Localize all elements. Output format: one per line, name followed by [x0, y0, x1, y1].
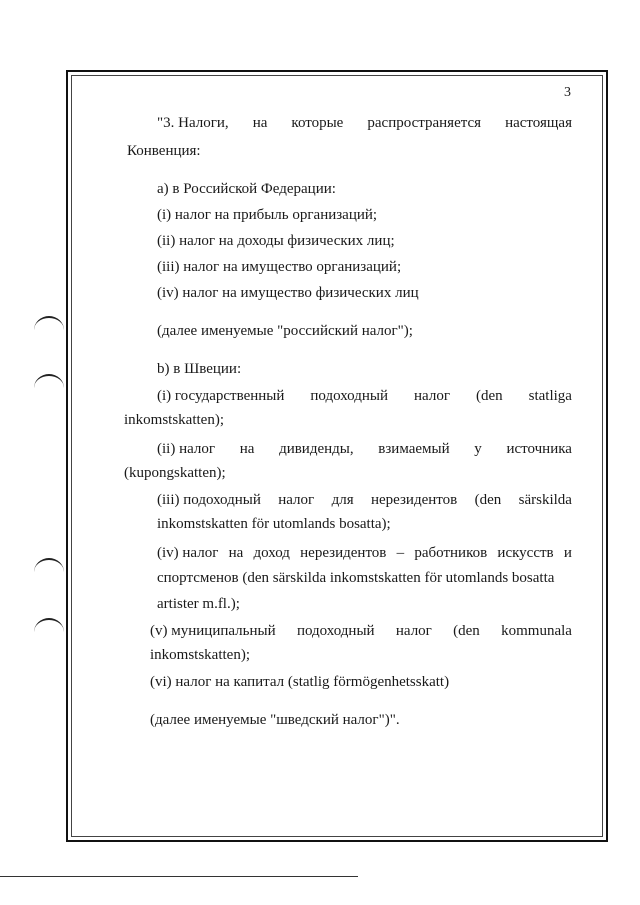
sweden-item-2-word: источника	[506, 441, 572, 457]
sweden-item-1-word: (den	[475, 388, 503, 404]
sweden-item-4-line-2: спортсменов (den särskilda inkomstskatten för utomlands bosatta	[157, 570, 555, 586]
sweden-item-1-word: statliga	[528, 388, 572, 404]
sweden-hereinafter: (далее именуемые "шведский налог")".	[150, 712, 400, 728]
sweden-item-4-line-1	[157, 544, 572, 562]
bottom-rule	[0, 876, 358, 877]
page-number: 3	[564, 85, 571, 100]
intro-word: настоящая	[505, 115, 572, 131]
sweden-item-4-word: (iv) налог	[157, 545, 219, 561]
intro-word: "3. Налоги,	[157, 115, 229, 131]
russia-item-4: (iv) налог на имущество физических лиц	[157, 285, 419, 301]
intro-word: на	[252, 115, 268, 131]
binder-hole-mark	[34, 316, 64, 330]
sweden-item-2-word: у	[474, 441, 482, 457]
sweden-item-4-line-3: artister m.fl.);	[157, 596, 240, 612]
intro-word: распространяется	[367, 115, 482, 131]
sweden-item-5-word: налог	[395, 623, 432, 639]
intro-word: которые	[291, 115, 344, 131]
sweden-item-5-word: (v) муниципальный	[150, 623, 276, 639]
russia-item-3: (iii) налог на имущество организаций;	[157, 259, 402, 275]
sweden-item-1-line-1	[157, 387, 572, 405]
sweden-item-3-word: (den	[474, 492, 502, 508]
sweden-item-4-word: искусств	[497, 545, 554, 561]
sweden-item-3-word: для	[331, 492, 354, 508]
binder-hole-mark	[34, 374, 64, 388]
sweden-item-2-word: дивиденды,	[279, 441, 354, 457]
binder-hole-mark	[34, 558, 64, 572]
sweden-item-4-word: –	[396, 545, 405, 561]
sweden-item-5-word: kommunala	[501, 623, 572, 639]
sweden-item-1-word: налог	[414, 388, 450, 404]
sweden-item-5-word: подоходный	[296, 623, 375, 639]
sweden-item-5-line-2: inkomstskatten);	[150, 647, 250, 663]
sweden-item-6: (vi) налог на капитал (statlig förmögenhetsskatt)	[150, 674, 450, 690]
sweden-item-1-word: (i) государственный	[157, 388, 285, 404]
sweden-item-4-word: работников	[414, 545, 488, 561]
sweden-item-4-word: доход	[253, 545, 290, 561]
russia-heading: а) в Российской Федерации:	[157, 181, 336, 197]
sweden-item-4-word: и	[563, 545, 572, 561]
sweden-heading: b) в Швеции:	[157, 361, 242, 377]
sweden-item-3-word: särskilda	[518, 492, 572, 508]
sweden-item-3-line-2: inkomstskatten för utomlands bosatta);	[157, 516, 391, 532]
sweden-item-2-word: на	[239, 441, 255, 457]
sweden-item-2-line-1	[157, 440, 572, 458]
sweden-item-3-word: нерезидентов	[370, 492, 458, 508]
sweden-item-5-line-1	[150, 622, 572, 640]
sweden-item-4-word: нерезидентов	[300, 545, 387, 561]
russia-item-2: (ii) налог на доходы физических лиц;	[157, 233, 395, 249]
sweden-item-4-word: на	[228, 545, 244, 561]
intro-line-2: Конвенция:	[127, 143, 201, 159]
intro-line-1	[157, 114, 572, 132]
sweden-item-3-word: налог	[278, 492, 315, 508]
sweden-item-1-word: подоходный	[310, 388, 389, 404]
russia-item-1: (i) налог на прибыль организаций;	[157, 207, 378, 223]
sweden-item-2-line-2: (kupongskatten);	[124, 465, 226, 481]
sweden-item-5-word: (den	[453, 623, 480, 639]
binder-hole-mark	[34, 618, 64, 632]
russia-hereinafter: (далее именуемые "российский налог");	[157, 323, 413, 339]
sweden-item-2-word: взимаемый	[378, 441, 450, 457]
sweden-item-2-word: (ii) налог	[157, 441, 216, 457]
sweden-item-3-word: (iii) подоходный	[157, 492, 261, 508]
sweden-item-1-line-2: inkomstskatten);	[124, 412, 224, 428]
sweden-item-3-line-1	[157, 491, 572, 509]
